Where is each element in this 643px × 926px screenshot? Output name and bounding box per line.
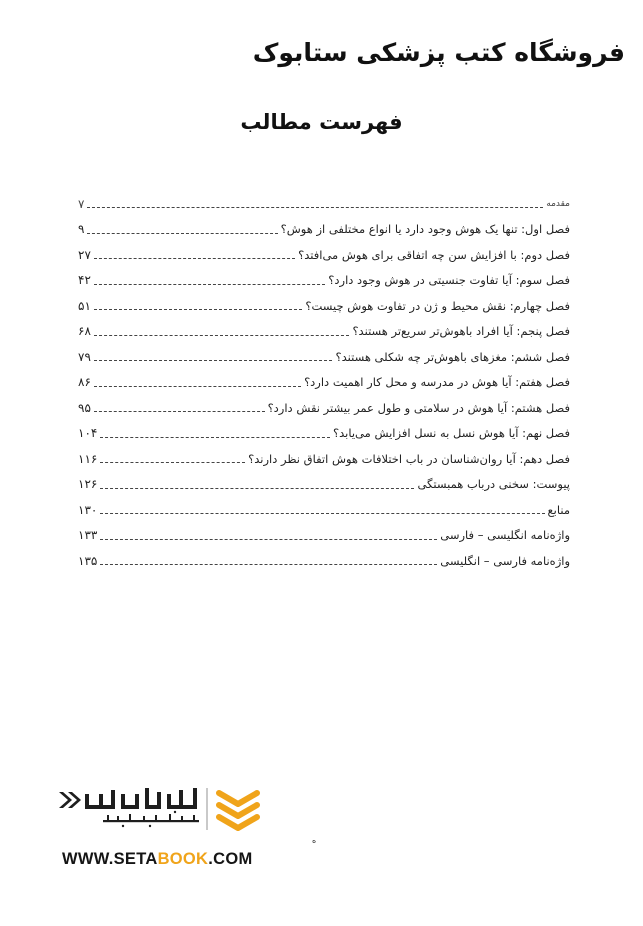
page-number: ه — [312, 836, 317, 845]
table-of-contents — [78, 191, 570, 574]
toc-leader — [94, 335, 350, 336]
toc-entry-text: فصل هفتم: آیا هوش در مدرسه و محل کار اهمیت دارد؟ — [304, 375, 570, 390]
toc-entry-text: فصل پنجم: آیا افراد باهوش‌تر سریع‌تر هستند؟ — [352, 324, 570, 339]
toc-entry-page: ۹ — [78, 222, 85, 237]
brand-wordmark — [59, 788, 197, 809]
toc-entry — [78, 344, 570, 370]
toc-entry-page: ۸۶ — [78, 375, 91, 390]
toc-leader — [100, 564, 437, 565]
toc-entry — [78, 293, 570, 319]
toc-entry-page: ۲۷ — [78, 247, 91, 262]
toc-entry-text: مقدمه — [546, 198, 570, 209]
toc-leader — [87, 207, 543, 208]
toc-entry — [78, 421, 570, 447]
toc-leader — [100, 513, 544, 514]
toc-entry-page: ۱۳۵ — [78, 553, 98, 568]
toc-entry-page: ۱۲۶ — [78, 477, 98, 492]
toc-leader — [100, 437, 330, 438]
toc-entry-page: ۷۹ — [78, 349, 91, 364]
toc-leader — [94, 360, 333, 361]
setabook-logo — [55, 780, 277, 838]
toc-entry-page: ۵۱ — [78, 298, 91, 313]
toc-leader — [100, 488, 414, 489]
toc-entry — [78, 472, 570, 498]
toc-leader — [94, 284, 325, 285]
toc-entry-page: ۷ — [78, 196, 85, 211]
toc-entry — [78, 191, 570, 217]
toc-entry-page: ۶۸ — [78, 324, 91, 339]
toc-entry — [78, 446, 570, 472]
toc-entry-text: فصل نهم: آیا هوش نسل به نسل افزایش می‌یابد؟ — [333, 426, 570, 441]
toc-entry — [78, 497, 570, 523]
toc-entry-page: ۱۳۰ — [78, 502, 98, 517]
toc-leader — [100, 462, 245, 463]
toc-entry-text: پیوست: سخنی درباب همبستگی — [417, 477, 570, 492]
toc-entry-text: فصل دوم: با افزایش سن چه اتفاقی برای هوش می‌افتد؟ — [298, 247, 570, 262]
toc-leader — [94, 411, 265, 412]
brand-tagline — [103, 811, 199, 827]
toc-entry-page: ۹۵ — [78, 400, 91, 415]
toc-leader — [94, 309, 303, 310]
toc-leader — [94, 258, 295, 259]
website-url — [62, 850, 253, 869]
toc-leader — [87, 233, 277, 234]
toc-entry-text: فصل سوم: آیا تفاوت جنسیتی در هوش وجود دارد؟ — [328, 273, 570, 288]
toc-entry-text: فصل ششم: مغزهای باهوش‌تر چه شکلی هستند؟ — [335, 349, 570, 364]
toc-entry — [78, 395, 570, 421]
toc-entry — [78, 268, 570, 294]
toc-entry-text: فصل اول: تنها یک هوش وجود دارد یا انواع مختلفی از هوش؟ — [280, 222, 570, 237]
toc-entry — [78, 319, 570, 345]
toc-entry-text: واژه‌نامه فارسی – انگلیسی — [440, 553, 570, 568]
toc-leader — [100, 539, 437, 540]
url-part-1: WWW.SETA — [62, 850, 158, 868]
toc-entry — [78, 523, 570, 549]
toc-entry-text: منابع — [547, 502, 570, 517]
toc-entry-text: فصل دهم: آیا روان‌شناسان در باب اختلافات هوش اتفاق نظر دارند؟ — [248, 451, 570, 466]
toc-entry-page: ۱۱۶ — [78, 451, 98, 466]
toc-entry — [78, 370, 570, 396]
book-emblem-icon — [219, 793, 257, 828]
toc-entry-text: فصل هشتم: آیا هوش در سلامتی و طول عمر بیشتر نقش دارد؟ — [267, 400, 570, 415]
toc-entry-text: واژه‌نامه انگلیسی – فارسی — [440, 528, 570, 543]
store-title: فروشگاه کتب پزشکی ستابوک — [252, 38, 625, 67]
toc-entry-page: ۴۲ — [78, 273, 91, 288]
toc-leader — [94, 386, 301, 387]
url-part-2: BOOK — [157, 850, 209, 868]
url-part-3: .COM — [208, 850, 253, 868]
toc-entry-page: ۱۰۴ — [78, 426, 98, 441]
toc-title: فهرست مطالب — [240, 110, 403, 134]
toc-entry-page: ۱۳۳ — [78, 528, 98, 543]
toc-entry — [78, 548, 570, 574]
toc-entry-text: فصل چهارم: نقش محیط و ژن در تفاوت هوش چیست؟ — [305, 298, 570, 313]
toc-entry — [78, 217, 570, 243]
toc-entry — [78, 242, 570, 268]
